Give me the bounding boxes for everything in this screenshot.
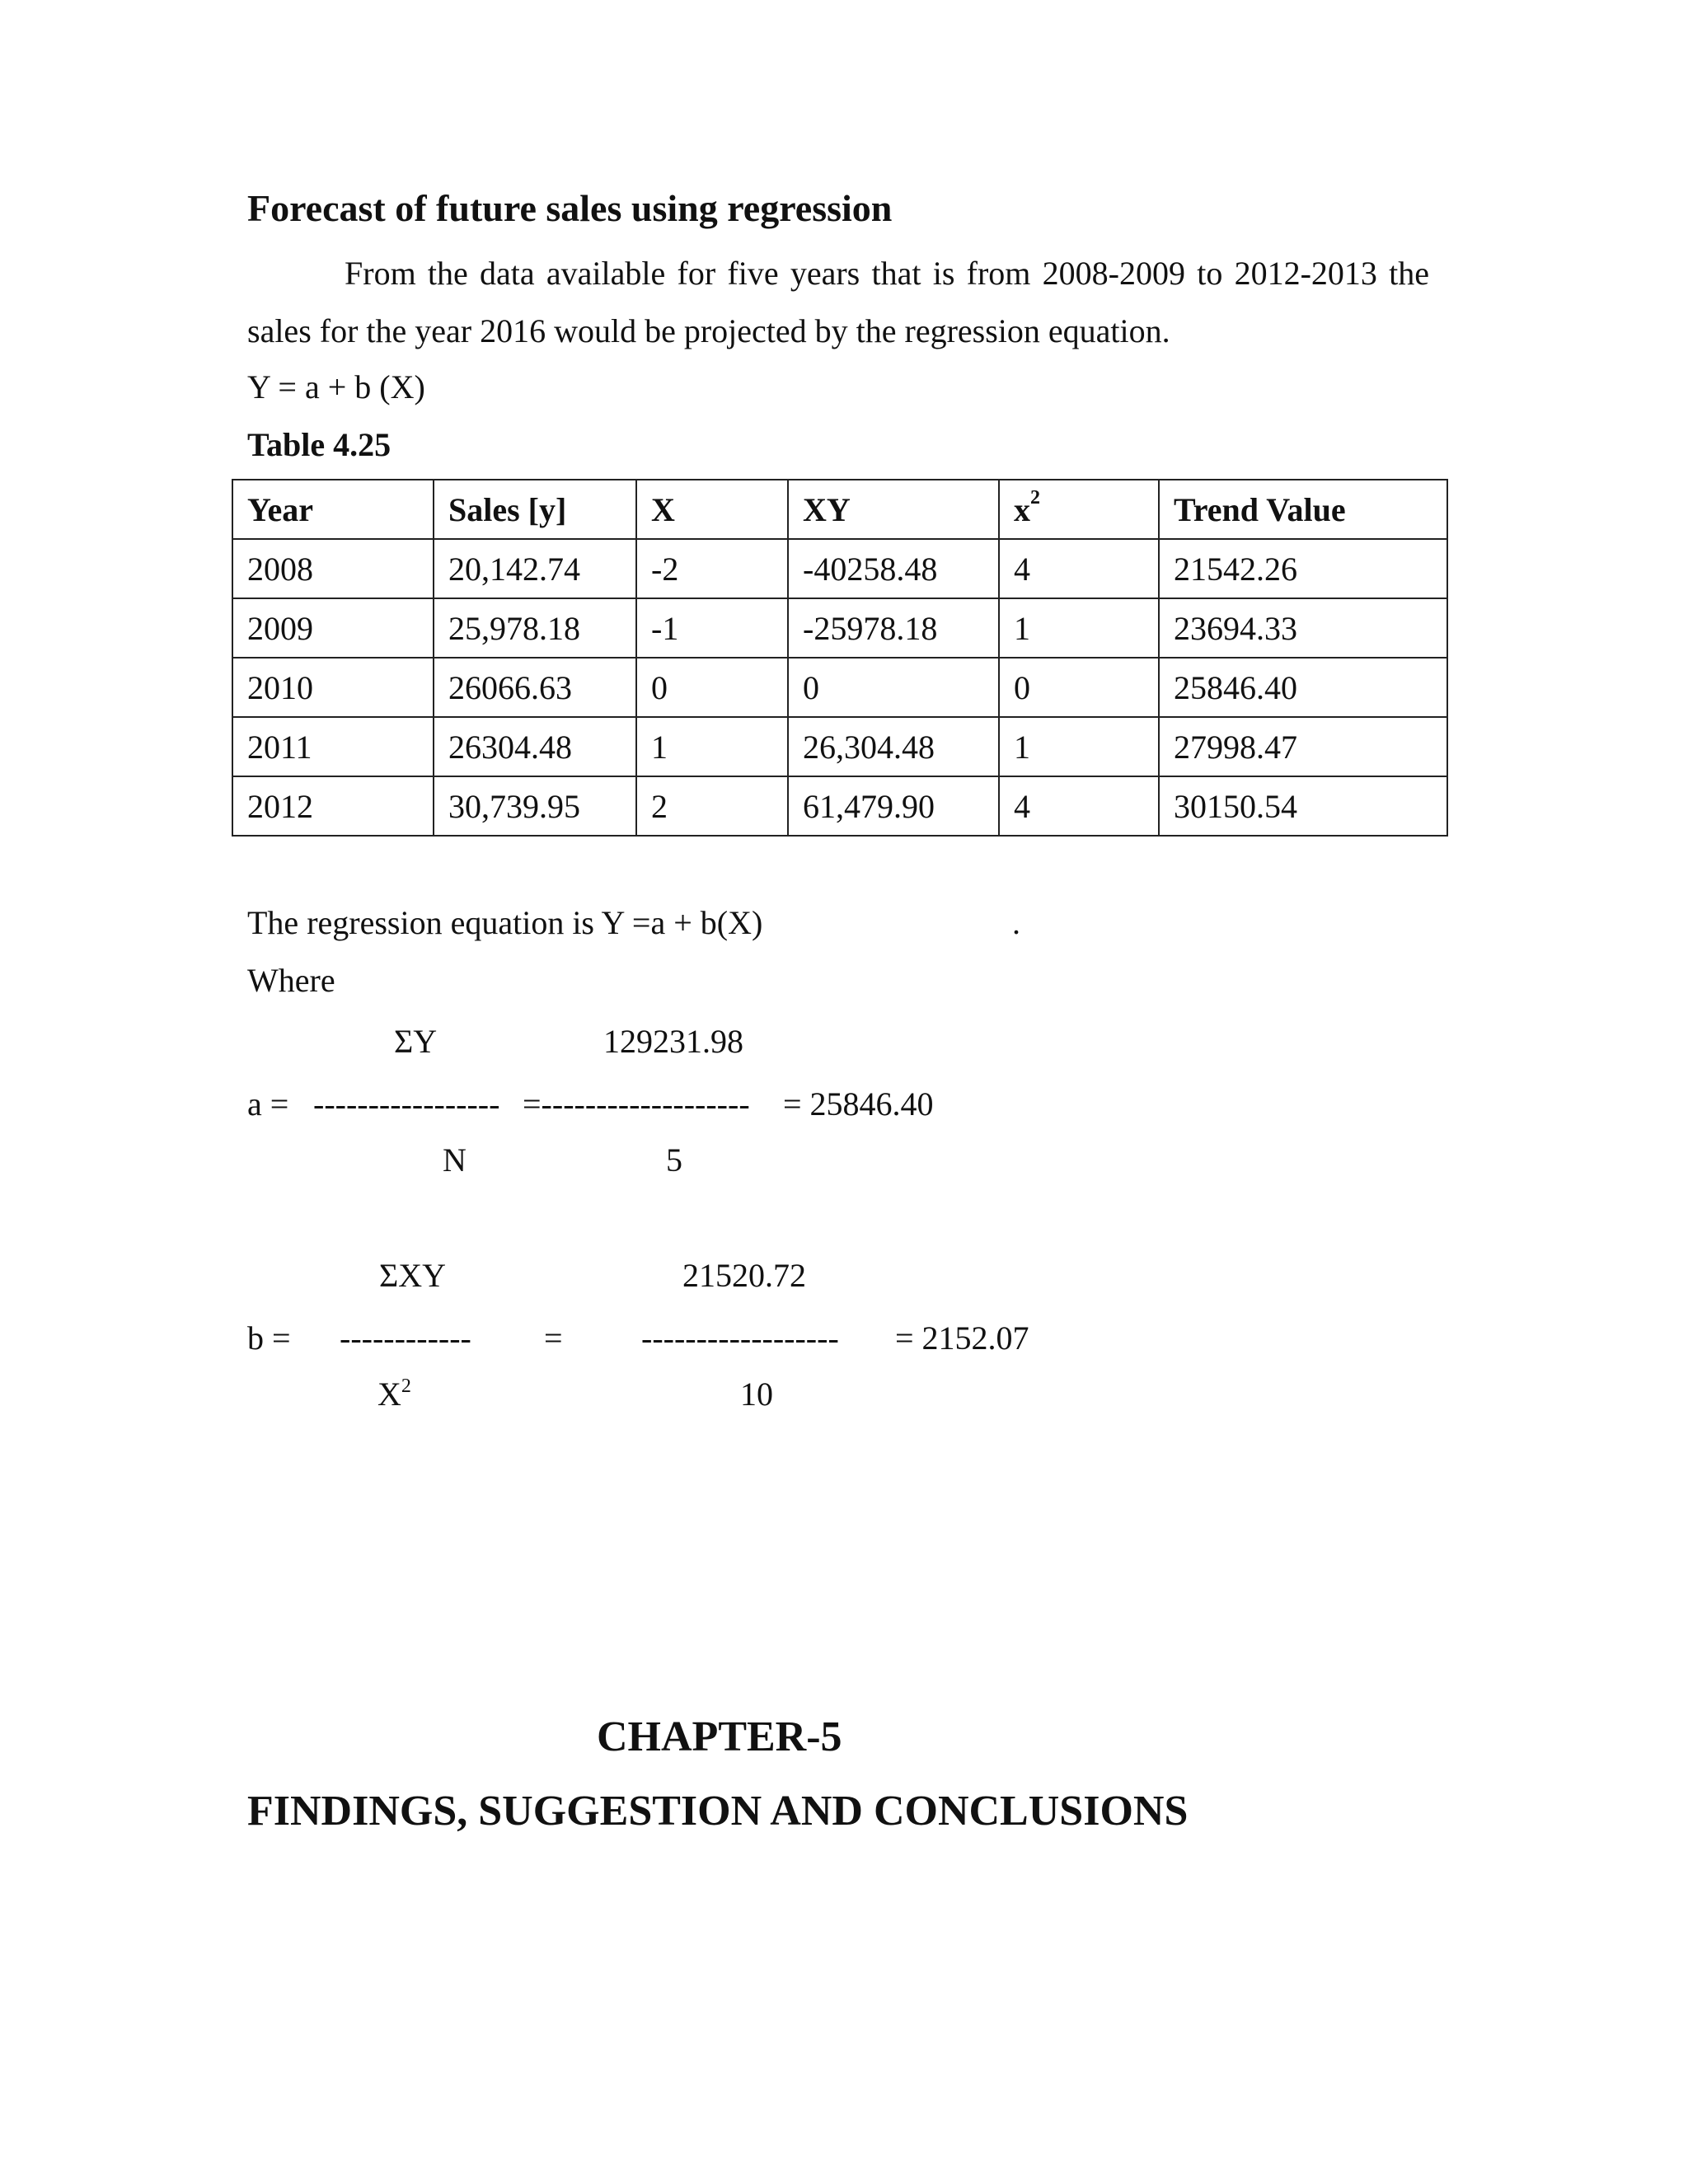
table-row <box>232 598 1447 658</box>
cell-x: -1 <box>636 598 788 658</box>
regression-equation: Y = a + b (X) <box>247 368 425 405</box>
cell-xy: 0 <box>788 658 999 717</box>
table-row <box>232 717 1447 776</box>
cell-x-squared: 4 <box>999 776 1159 836</box>
cell-sales: 30,739.95 <box>434 776 636 836</box>
cell-trend-value: 25846.40 <box>1159 658 1447 717</box>
formula-a-divider: ----------------- <box>313 1085 500 1122</box>
regression-table <box>232 479 1448 837</box>
cell-x: 0 <box>636 658 788 717</box>
cell-xy: 26,304.48 <box>788 717 999 776</box>
cell-xy: -25978.18 <box>788 598 999 658</box>
intro-paragraph-line-2: sales for the year 2016 would be projected by the regression equation. <box>247 312 1170 349</box>
cell-year: 2011 <box>232 717 434 776</box>
formula-a-divider-equals: =------------------- <box>523 1085 750 1122</box>
cell-year: 2010 <box>232 658 434 717</box>
formula-b-equals: = <box>544 1319 563 1357</box>
cell-x: -2 <box>636 539 788 598</box>
table-row <box>232 539 1447 598</box>
chapter-title: CHAPTER-5 <box>597 1713 842 1760</box>
chapter-subtitle: FINDINGS, SUGGESTION AND CONCLUSIONS <box>247 1788 1189 1835</box>
cell-trend-value: 23694.33 <box>1159 598 1447 658</box>
formula-a-numerator-symbol: ΣY <box>394 1023 438 1060</box>
cell-x: 2 <box>636 776 788 836</box>
cell-x-squared: 4 <box>999 539 1159 598</box>
header-x-squared-exponent: 2 <box>1030 486 1040 509</box>
cell-x-squared: 1 <box>999 717 1159 776</box>
table-header-row <box>232 480 1447 539</box>
formula-b-divider-2: ------------------ <box>641 1319 839 1357</box>
formula-a-result: = 25846.40 <box>783 1085 934 1122</box>
cell-trend-value: 27998.47 <box>1159 717 1447 776</box>
formula-b-denominator-base: X <box>377 1376 401 1413</box>
cell-trend-value: 21542.26 <box>1159 539 1447 598</box>
formula-b-divider: ------------ <box>340 1319 471 1357</box>
header-x: X <box>636 480 788 539</box>
formula-a-label: a = <box>247 1085 289 1122</box>
cell-xy: -40258.48 <box>788 539 999 598</box>
regression-statement: The regression equation is Y =a + b(X) <box>247 904 763 941</box>
cell-x: 1 <box>636 717 788 776</box>
formula-b-denominator-value: 10 <box>740 1376 773 1413</box>
cell-year: 2012 <box>232 776 434 836</box>
cell-xy: 61,479.90 <box>788 776 999 836</box>
header-x-squared <box>999 480 1159 539</box>
formula-a-numerator-value: 129231.98 <box>603 1023 743 1060</box>
header-sales: Sales [y] <box>434 480 636 539</box>
formula-b-label: b = <box>247 1319 291 1357</box>
cell-x-squared: 1 <box>999 598 1159 658</box>
formula-a-denominator-symbol: N <box>443 1141 467 1179</box>
table-row <box>232 658 1447 717</box>
header-x-squared-base: x <box>1014 490 1030 528</box>
table-caption: Table 4.25 <box>247 426 392 463</box>
cell-trend-value: 30150.54 <box>1159 776 1447 836</box>
formula-a-denominator-value: 5 <box>666 1141 682 1179</box>
header-year: Year <box>232 480 434 539</box>
table-row <box>232 776 1447 836</box>
formula-b-result: = 2152.07 <box>895 1319 1029 1357</box>
cell-year: 2009 <box>232 598 434 658</box>
formula-b-numerator-value: 21520.72 <box>682 1257 806 1294</box>
formula-b-denominator-exponent: 2 <box>401 1376 411 1397</box>
cell-sales: 26304.48 <box>434 717 636 776</box>
intro-paragraph-line-1: From the data available for five years that is from 2008-2009 to 2012-2013 the <box>345 255 1429 292</box>
cell-year: 2008 <box>232 539 434 598</box>
cell-sales: 25,978.18 <box>434 598 636 658</box>
section-heading: Forecast of future sales using regression <box>247 187 893 229</box>
header-trend-value: Trend Value <box>1159 480 1447 539</box>
header-xy: XY <box>788 480 999 539</box>
cell-sales: 20,142.74 <box>434 539 636 598</box>
cell-sales: 26066.63 <box>434 658 636 717</box>
formula-b-numerator-symbol: ΣXY <box>379 1257 447 1294</box>
where-label: Where <box>247 962 335 999</box>
formula-b-denominator-symbol <box>377 1378 411 1411</box>
cell-x-squared: 0 <box>999 658 1159 717</box>
stray-period: . <box>1012 904 1020 941</box>
